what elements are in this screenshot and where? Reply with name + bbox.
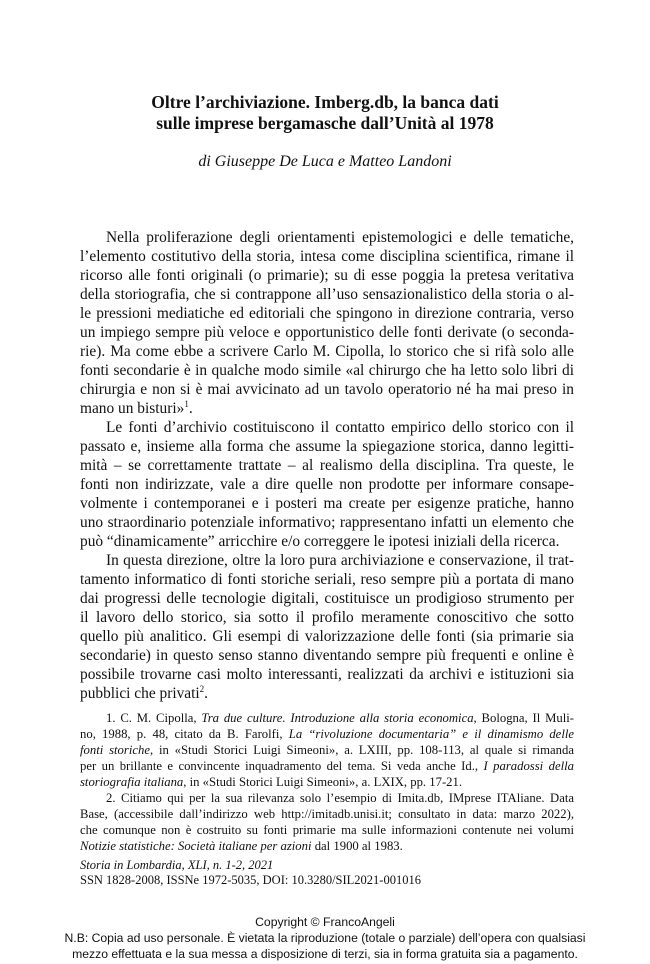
footnote-ref-1[interactable]: 1 <box>184 398 189 409</box>
body-line: secondarie) in questo senso stanno diventando sempre più frequenti e online è <box>80 647 574 664</box>
article-reference-title: La “rivoluzione documentaria” e il dinamismo delle <box>288 727 574 741</box>
article-body <box>80 228 574 703</box>
body-line: In questa direzione, oltre la loro pura archiviazione e conservazione, il trat- <box>106 552 574 569</box>
body-line: il lavoro dello storico, sia sotto il profilo meramente conoscitivo che sotto <box>80 609 574 626</box>
footnote-1 <box>80 710 574 790</box>
body-line: Nella proliferazione degli orientamenti epistemologici e delle tematiche, <box>106 229 574 246</box>
body-line: dai progressi delle tecnologie digitali, costituisce un prodigioso strumento per <box>80 590 574 607</box>
body-line: le pressioni mediatiche ed editoriali che spingono in direzione contraria, verso <box>80 305 574 322</box>
footnote-line: 2. Citiamo qui per la sua rilevanza solo l’esempio di Imita.db, IMprese ITAliane. Data <box>106 791 574 805</box>
title-line-2: sulle imprese bergamasche dall’Unità al 1978 <box>156 113 494 133</box>
footnote-ref-2[interactable]: 2 <box>199 683 205 694</box>
body-line-text: mano un bisturi» <box>80 400 185 417</box>
article-authors: di Giuseppe De Luca e Matteo Landoni <box>198 153 452 170</box>
footnote-line: Notizie statistiche: Società italiane per azioni dal 1900 al 1983. <box>80 839 403 853</box>
footnote-2 <box>80 790 574 854</box>
body-line: tamento informatico di fonti storiche seriali, reso sempre più a portata di mano <box>80 571 574 588</box>
footnote-line: che comunque non è costruito su fonti primarie ma sulle informazioni contenute nei volumi <box>80 823 574 837</box>
body-line: pubblici che privati$^2$. <box>80 683 209 702</box>
body-line-text: pubblici che privati <box>80 685 200 702</box>
body-line: quello più analitico. Gli esempi di valorizzazione delle fonti (sia primarie sia <box>80 628 574 645</box>
paragraph-2 <box>80 418 574 551</box>
copyright-notice-line-1: N.B: Copia ad uso personale. È vietata la riproduzione (totale o parziale) dell’opera con qualsiasi <box>64 931 586 945</box>
copyright-footer <box>0 914 650 962</box>
body-line: Le fonti d’archivio costituiscono il contatto empirico dello storico con il <box>106 419 574 436</box>
body-line: mano un bisturi»$^1$. <box>80 398 193 417</box>
footnote-line: Base, (accessibile dall’indirizzo web http://imitadb.unisi.it; consultato in data: marzo 2022), <box>80 807 574 821</box>
title-line-1: Oltre l’archiviazione. Imberg.db, la banca dati <box>151 92 499 112</box>
body-line: possibile trovarne casi molto interessanti, realizzati da archivi e istituzioni sia <box>80 666 574 683</box>
body-line: può “dinamicamente” arricchire e/o correggere le ipotesi iniziali della ricerca. <box>80 533 560 550</box>
footnote-line: no, 1988, p. 48, citato da B. Farolfi, La “rivoluzione documentaria” e il dinamismo delle <box>80 727 574 741</box>
body-line: chirurgia e non si è mai avvicinato ad un tavolo operatorio né ha mai preso in <box>80 381 574 398</box>
body-line: ricorso alle fonti originali (o primarie); su di esse poggia la pretesa veritativa <box>80 267 574 284</box>
body-line: un impiego sempre più veloce e opportunistico delle fonti derivate (o seconda- <box>80 324 574 341</box>
journal-info <box>80 858 574 888</box>
body-line: fonti non indirizzate, vale a dire quelle non prodotte per informare consape- <box>80 476 574 493</box>
footnotes <box>80 710 574 854</box>
copyright-line: Copyright © FrancoAngeli <box>255 915 395 929</box>
footnote-line: storiografia italiana, in «Studi Storici Luigi Simeoni», a. LXIX, pp. 17-21. <box>80 775 463 789</box>
body-line: mità – se correttamente trattate – al realismo della disciplina. Tra queste, le <box>80 457 574 474</box>
book-title: Tra due culture. Introduzione alla storia economica <box>201 711 474 725</box>
footnote-line: fonti storiche, in «Studi Storici Luigi Simeoni», a. LXIII, pp. 108-113, al quale si rimanda <box>80 743 574 757</box>
body-line: passato e, insieme alla forma che assume la spiegazione storica, danno legitti- <box>80 438 574 455</box>
body-line: uno straordinario potenziale informativo; rappresentano infatti un elemento che <box>80 514 574 531</box>
journal-identifiers: SSN 1828-2008, ISSNe 1972-5035, DOI: 10.3280/SIL2021-001016 <box>80 873 421 887</box>
copyright-notice-line-2: mezzo effettuata e la sua messa a disposizione di terzi, sia in forma gratuita sia a pagamento. <box>72 947 578 961</box>
footnote-line: 1. C. M. Cipolla, Tra due culture. Introduzione alla storia economica, Bologna, Il Muli- <box>106 711 574 725</box>
paragraph-1 <box>80 228 574 418</box>
body-line: rie). Ma come ebbe a scrivere Carlo M. Cipolla, lo storico che si rifà solo alle <box>80 343 574 360</box>
body-line: volmente i contemporanei e i posteri ma create per esigenze pratiche, hanno <box>80 495 574 512</box>
body-line: della storiografia, che si contrappone all’uso sensazionalistico della storia o al- <box>80 286 574 303</box>
body-line: fonti secondarie è in qualche modo simile «al chirurgo che ha letto solo libri di <box>80 362 574 379</box>
footnote-line: per un brillante e convincente inquadramento del tema. Si veda anche Id., I paradossi della <box>80 759 574 773</box>
article-title <box>60 92 590 134</box>
journal-citation: Storia in Lombardia, XLI, n. 1-2, 2021 <box>80 858 274 872</box>
paragraph-3 <box>80 551 574 703</box>
body-line: l’elemento costitutivo della storia, intesa come disciplina scientifica, rimane il <box>80 248 574 265</box>
